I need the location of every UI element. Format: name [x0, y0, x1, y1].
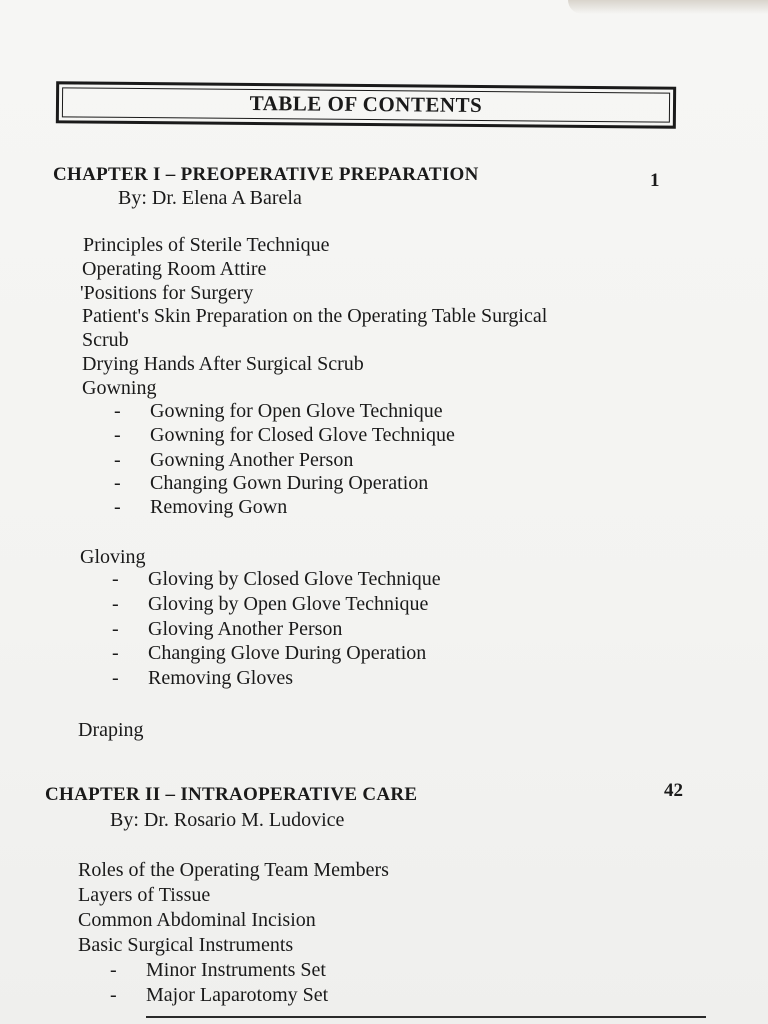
toc-subentry: [114, 423, 455, 447]
bullet-dash: -: [112, 593, 119, 615]
toc-subentry: [112, 641, 426, 665]
bullet-dash: -: [112, 568, 119, 590]
toc-entry: Principles of Sterile Technique: [83, 234, 330, 256]
toc-subentry-label: Gowning for Closed Glove Technique: [150, 424, 455, 446]
chapter-2-author: By: Dr. Rosario M. Ludovice: [110, 809, 345, 831]
bullet-dash: -: [110, 984, 117, 1006]
toc-subentry-label: Gloving by Open Glove Technique: [148, 593, 429, 615]
toc-entry-gowning: Gowning: [82, 377, 157, 399]
bullet-dash: -: [114, 400, 121, 422]
toc-subentry: [114, 471, 428, 495]
toc-entry: Layers of Tissue: [78, 884, 211, 906]
bullet-dash: -: [114, 472, 121, 494]
toc-subentry: [114, 495, 287, 519]
bullet-dash: -: [110, 959, 117, 981]
toc-subentry-label: Removing Gloves: [148, 667, 293, 689]
page-title: TABLE OF CONTENTS: [249, 90, 483, 118]
bullet-dash: -: [114, 496, 121, 518]
toc-entry: Operating Room Attire: [82, 258, 267, 280]
chapter-2-title: CHAPTER II – INTRAOPERATIVE CARE: [45, 784, 418, 805]
toc-entry-gloving: Gloving: [80, 546, 146, 568]
bottom-rule: [146, 1016, 706, 1018]
toc-entry: Patient's Skin Preparation on the Operating Table Surgical: [82, 305, 548, 327]
toc-subentry: [114, 448, 353, 472]
bullet-dash: -: [114, 449, 121, 471]
bullet-dash: -: [112, 618, 119, 640]
toc-subentry: [110, 983, 328, 1007]
toc-subentry-label: Major Laparotomy Set: [146, 984, 329, 1006]
title-box: [56, 81, 676, 128]
toc-subentry-label: Gowning Another Person: [150, 449, 354, 471]
toc-subentry: [112, 567, 441, 591]
bullet-dash: -: [114, 424, 121, 446]
toc-subentry-label: Changing Gown During Operation: [150, 472, 429, 494]
bullet-dash: -: [112, 642, 119, 664]
torn-paper-edge: [568, 0, 768, 14]
chapter-1-page-number: 1: [650, 170, 660, 191]
toc-subentry-label: Gloving Another Person: [148, 618, 343, 640]
toc-entry: Basic Surgical Instruments: [78, 934, 294, 956]
toc-entry: Common Abdominal Incision: [78, 909, 316, 931]
toc-subentry-label: Gloving by Closed Glove Technique: [148, 568, 441, 590]
chapter-2-page-number: 42: [664, 780, 683, 801]
toc-entry: Roles of the Operating Team Members: [78, 859, 389, 881]
toc-subentry-label: Removing Gown: [150, 496, 288, 518]
toc-entry-draping: Draping: [78, 719, 144, 741]
toc-subentry: [112, 592, 428, 616]
bullet-dash: -: [112, 667, 119, 689]
toc-subentry-label: Minor Instruments Set: [146, 959, 326, 981]
chapter-1-title: CHAPTER I – PREOPERATIVE PREPARATION: [53, 164, 479, 185]
toc-subentry-label: Gowning for Open Glove Technique: [150, 400, 443, 422]
toc-subentry: [112, 617, 342, 641]
toc-subentry: [110, 958, 326, 982]
toc-entry: Drying Hands After Surgical Scrub: [82, 353, 364, 375]
toc-subentry: [112, 666, 293, 690]
toc-subentry-label: Changing Glove During Operation: [148, 642, 427, 664]
toc-entry: Scrub: [82, 329, 129, 351]
toc-subentry: [114, 399, 443, 423]
chapter-1-author: By: Dr. Elena A Barela: [118, 187, 302, 209]
toc-entry: 'Positions for Surgery: [80, 282, 254, 304]
